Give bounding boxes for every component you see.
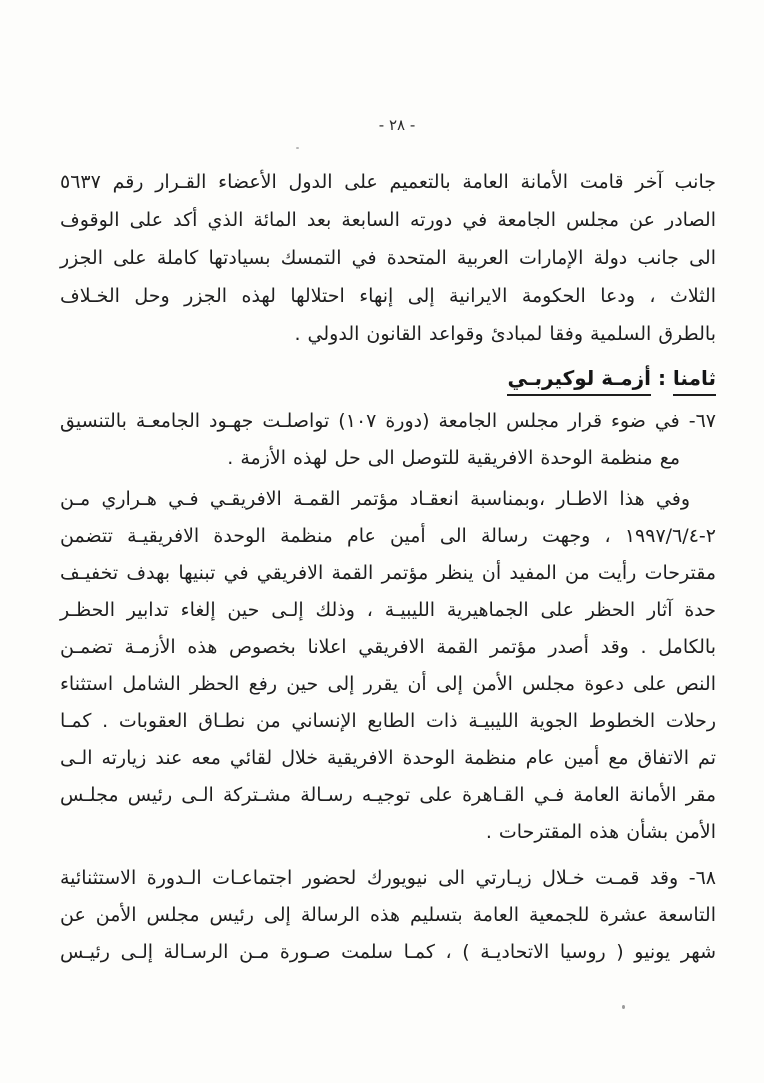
scan-speck [622, 1005, 625, 1009]
text-line: رحلات الخطوط الجوية الليبيـة ذات الطابع الإنساني من نطـاق العقوبات . كمـا [60, 710, 716, 732]
section-heading-title: أزمـة لوكيربـي [507, 366, 651, 396]
page-number: - ٢٨ - [378, 116, 416, 134]
text-line: شهر يونيو ( روسيا الاتحاديـة ) ، كمـا سلمت صـورة مـن الرسـالة إلـى رئيـس [60, 941, 716, 963]
text-line: بالطرق السلمية وفقا لمبادئ وقواعد القانون الدولي . [294, 323, 716, 345]
text-line: بالكامل . وقد أصدر مؤتمر القمة الافريقي اعلانا بخصوص هذه الأزمـة تضمـن [60, 636, 716, 658]
intro-paragraph [60, 163, 716, 353]
text-line: ٢-٤‏/‏٦‏/‏١٩٩٧ ، وجهت رسالة الى أمين عام منظمة الوحدة الافريقيـة تتضمن [60, 525, 716, 547]
text-line: ٦٨- وقد قمـت خـلال زيـارتي الى نيويورك لحضور اجتماعـات الـدورة الاستثنائية [60, 867, 716, 889]
text-line: النص على دعوة مجلس الأمن إلى أن يقرر إلى حين رفع الحظر الشامل استثناء [60, 673, 716, 695]
text-line: حدة آثار الحظر على الجماهيرية الليبيـة ، وذلك إلـى حين إلغاء تدابير الحظـر [60, 599, 716, 621]
text-line: تم الاتفاق مع أمين عام منظمة الوحدة الافريقية خلال لقائي معه عند زيارته الـى [60, 747, 716, 769]
text-line: مقترحات رأيت من المفيد أن ينظر مؤتمر القمة الافريقي في تبنيها بهدف تخفيـف [60, 562, 716, 584]
paragraph-67 [60, 403, 716, 477]
paragraph-67-continued [60, 481, 716, 851]
text-line: مع منظمة الوحدة الافريقية للتوصل الى حل لهذه الأزمة . [227, 447, 680, 469]
section-heading-separator: : [650, 366, 673, 390]
text-line: الثلاث ، ودعا الحكومة الايرانية إلى إنهاء احتلالها لهذه الجزر وحل الخـلاف [60, 285, 716, 307]
text-line: الأمن بشأن هذه المقترحات . [485, 821, 716, 843]
text-line: التاسعة عشرة للجمعية العامة بتسليم هذه الرسالة إلى رئيس مجلس الأمن عن [60, 904, 716, 926]
paragraph-68 [60, 860, 716, 971]
text-line: جانب آخر قامت الأمانة العامة بالتعميم على الدول الأعضاء القـرار رقم ٥٦٣٧ [60, 171, 716, 193]
text-line: وفي هذا الاطـار ،وبمناسبة انعقـاد مؤتمر القمـة الافريقـي فـي هـراري مـن [60, 488, 690, 510]
section-heading-term: ثامنا [673, 366, 716, 396]
text-line: مقر الأمانة العامة فـي القـاهرة على توجيـه رسـالة مشـتركة الـى رئيس مجلـس [60, 784, 716, 806]
section-heading [60, 366, 716, 390]
text-line: الى جانب دولة الإمارات العربية المتحدة في التمسك بسيادتها كاملة على الجزر [60, 247, 716, 269]
text-line: ٦٧- في ضوء قرار مجلس الجامعة (دورة ١٠٧) تواصلـت جهـود الجامعـة بالتنسيق [60, 410, 716, 432]
text-line: الصادر عن مجلس الجامعة في دورته السابعة بعد المائة الذي أكد على الوقوف [60, 209, 716, 231]
scan-speck [296, 147, 299, 149]
